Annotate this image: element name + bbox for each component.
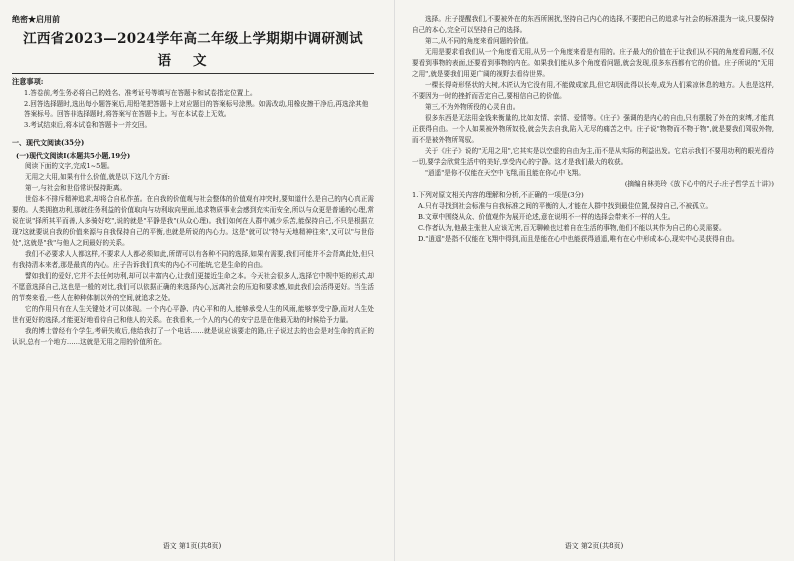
page-1 — [0, 0, 384, 561]
passage-paragraph: 第一,与社会和世俗常识保持距离。 — [25, 184, 127, 192]
notice-item: 3.考试结束后,将本试卷和答题卡一并交回。 — [24, 120, 152, 129]
passage-paragraph: 第二,从不同的角度来看问题的价值。 — [425, 37, 533, 45]
page-footer: 语文 第1页(共8页) — [162, 542, 222, 550]
passage-paragraph: 无用是要求看我们从一个角度看无用,从另一个角度来看是有用的。庄子最大的价值在于让我们从不同的角度看问题,不仅要看到事物的表面,还要看到事物的内在。如果我们能从多个角度看问题,就会发现,很多东西都有它的价值。庄子所说的"无用之用",就是要我们用更广阔的视野去看待世界。 — [412, 48, 774, 78]
passage-paragraph: 它的作用只有在人生关键处才可以体现。一个内心平静、内心平和的人,能够承受人生的风雨,能够享受宁静,而对人生处世有更好的选择,才能更好地看待自己和他人的关系。在我看来,一个人的内心的安宁总是在他最无助的时候给予力量。 — [12, 305, 374, 324]
section-heading: 一、现代文阅读(35分) — [12, 138, 85, 147]
passage-paragraph: 选择。庄子提醒我们,不要被外在的东西所困扰,坚持自己内心的选择,不要把自己的追求与社会的标准混为一谈,只要保持自己的本心,完全可以坚持自己的选择。 — [412, 15, 774, 34]
page-2 — [402, 0, 786, 561]
exam-title: 江西省2023—2024学年高二年级上学期期中调研测试 — [23, 31, 363, 47]
answer-option: B.文章中围绕从众、价值观作为展开论述,意在说明不一样的选择会带来不一样的人生。 — [418, 213, 675, 221]
confidential-mark: 绝密★启用前 — [12, 14, 60, 24]
notice-heading: 注意事项: — [12, 77, 44, 86]
passage-paragraph: "逍遥"是你不仅能在天空中飞翔,而且能在你心中飞翔。 — [425, 169, 585, 177]
passage-paragraph: 我们不必要求人人都这样,不要求人人都必须如此,所谓可以有各种不同的选择,如果有需要,我们可能并不会背离此处,但只有我持清本来者,那是最真的内心。庄子告诉我们真实的内心不可能统,它是生命的自由。 — [12, 250, 374, 269]
answer-option: A.只有寻找到社会标准与自我标准之间的平衡的人,才能在人群中找到最佳位置,保持自己,不被孤立。 — [418, 202, 713, 210]
page-gutter — [394, 0, 395, 561]
subject-title: 语文 — [157, 53, 229, 69]
passage-paragraph: 我的博士曾经有个学生,考研失败后,他给我打了一个电话……就是说应该要走的路,庄子说过去的也会是对生命的真正的认识,总有一个地方……这就是无用之用的价值所在。 — [12, 327, 374, 346]
question-stem: 1.下列对原文相关内容的理解和分析,不正确的一项是(3分) — [412, 191, 584, 199]
passage-paragraph: 世俗本不排斥精神追求,却将合自私作茧。在自我的价值观与社会整体的价值观有冲突时,要知道什么是自己的内心真正需要的。人类拥抱功利,那就往务利益的价值取向与功利取向里面,追求物质事业会感到充实而安全,所以与众更是普通的心理,常说在说"择所其平而善,人多骑好吃",说的就是"平静是我"(从众心理)。我们如何在人群中减少乐苦,能保持自己,不只是根据立现?这就要说自我的价值来源与自我保持自己的平衡,也就是所说的内心力。这是"就可以"特与天地精神往来",又可以"与世俗处",这就是"我"与他人之间最好的关系。 — [12, 195, 374, 247]
notice-item: 1.答卷前,考生务必将自己的姓名、准考证号等填写在答题卡和试卷指定位置上。 — [24, 89, 257, 97]
passage-paragraph: 关于《庄子》说的"无用之用",它其实是以空虚的自由为主,而不是从实际的利益出发。它启示我们不要用功利的眼光看待一切,要学会欣赏生活中的美好,享受内心的宁静。这才是我们最大的收获。 — [412, 147, 774, 166]
title-divider — [12, 73, 374, 74]
page-footer: 语文 第2页(共8页) — [564, 542, 624, 550]
source-citation: (摘编自林美玲《放下心中的尺子:庄子哲学五十讲》) — [624, 180, 774, 188]
passage-paragraph: 一棵长得奇形怪状的大树,木匠认为它没有用,不能做成家具,但它却因此得以长寿,成为人们乘凉休息的地方。人也是这样,不要因为一时的挫折而否定自己,要相信自己的价值。 — [412, 81, 774, 100]
reading-instruction: 阅读下面的文字,完成1~5题。 — [25, 162, 114, 170]
passage-paragraph: 譬如我们的爱好,它并不去任何功利,却可以丰富内心,让我们更接近生命之本。今天社会很多人,选择它中规中矩的形式,却不愿意选择自己,这也是一般的对比,我们可以依据正确的来选择内心,远离社会的压迫和要求感,如此我们会活得更好。当生活的节奏来看,一些人在种种体制以外的空间,就追求之处。 — [12, 272, 374, 302]
answer-option: D."逍遥"是指不仅能在飞翔中得到,而且是能在心中也能获得逍遥,唯有在心中形成本心,现实中心灵获得自由。 — [418, 235, 739, 243]
passage-paragraph: 第三,不为外物所役的心灵自由。 — [425, 103, 520, 111]
subsection-heading: (一)现代文阅读Ⅰ(本题共5小题,19分) — [16, 152, 131, 160]
notice-item: 2.回答选择题时,选出每小题答案后,用铅笔把答题卡上对应题目的答案标号涂黑。如需改动,用橡皮擦干净后,再选涂其他答案标号。回答非选择题时,将答案写在答题卡上。写在本试卷上无效。 — [24, 99, 369, 118]
passage-paragraph: 无用之大用,如果有什么价值,就是以下这几个方面: — [25, 173, 170, 181]
passage-paragraph: 很多东西是无法用金钱来衡量的,比如友情、亲情、爱情等。《庄子》强调的是内心的自由,只有摆脱了外在的束缚,才能真正获得自由。一个人如果被外物所奴役,就会失去自我,陷入无尽的痛苦之中。庄子说"物物而不物于物",就是要我们驾驭外物,而不是被外物所驾驭。 — [412, 114, 774, 144]
answer-option: C.作者认为,他最主张世人应该无害,百无聊赖也过着自在生活的事物,他们不能以其作为自己的心灵需要。 — [418, 224, 726, 232]
